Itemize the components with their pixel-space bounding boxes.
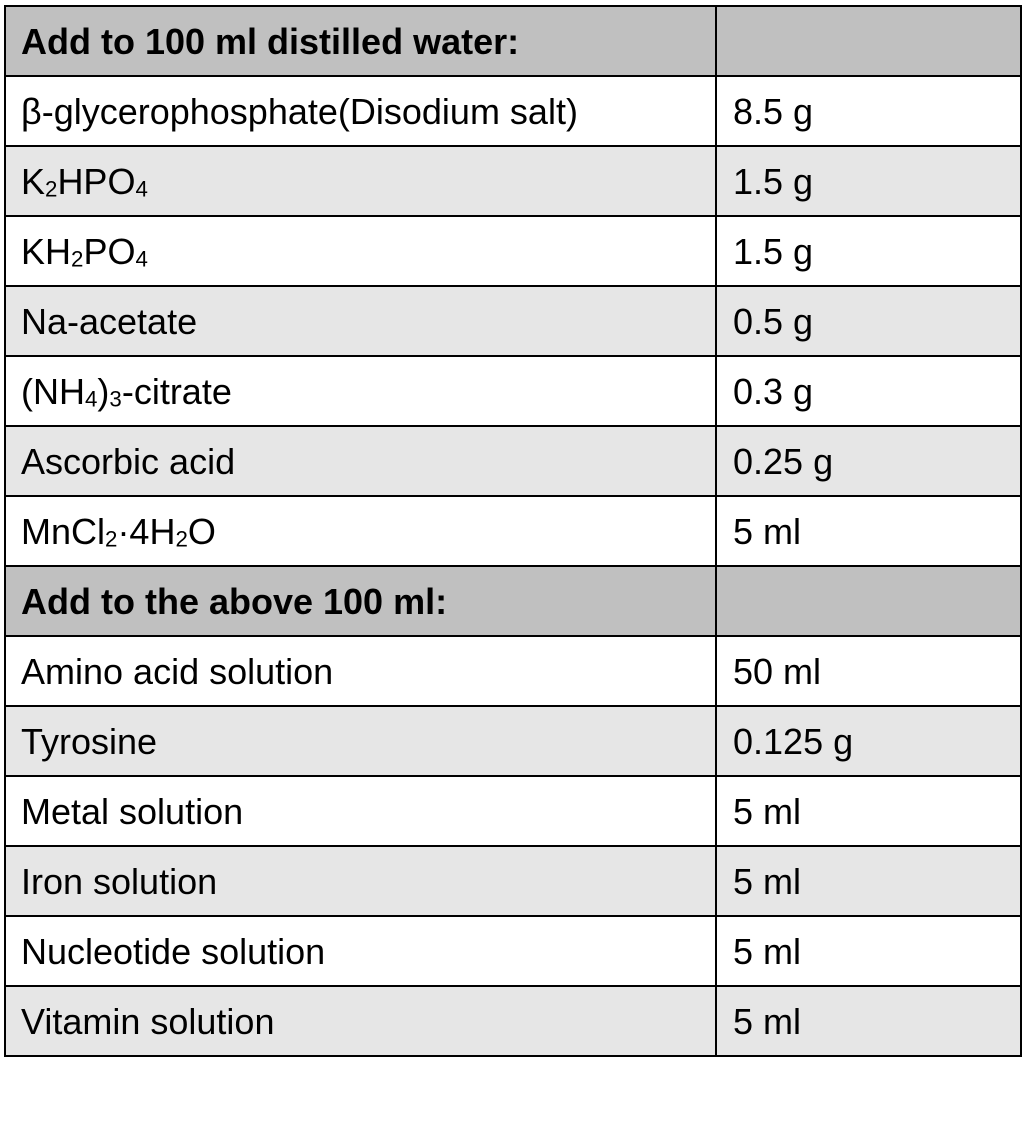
ingredient-cell: [5, 706, 716, 776]
section-blank-cell: [716, 6, 1021, 76]
ingredient-name: [21, 497, 701, 550]
quantity-value: 0.3 g: [733, 371, 814, 412]
subscript: 4: [135, 246, 148, 272]
ingredient-cell: [5, 776, 716, 846]
quantity-cell: [716, 986, 1021, 1056]
recipe-table-body: [5, 6, 1021, 1056]
ingredient-name: [21, 777, 701, 830]
table-row: [5, 496, 1021, 566]
name-text: β-glycerophosphate(Disodium salt): [21, 91, 578, 132]
name-text: (NH: [21, 371, 85, 412]
ingredient-cell: [5, 636, 716, 706]
name-text: Nucleotide solution: [21, 931, 326, 972]
ingredient-name: [21, 917, 701, 970]
quantity-cell: [716, 846, 1021, 916]
quantity-value: 5 ml: [733, 1001, 802, 1042]
recipe-table: [4, 5, 1022, 1057]
section-title: [21, 7, 701, 60]
ingredient-cell: [5, 846, 716, 916]
quantity-cell: [716, 776, 1021, 846]
name-text: K: [21, 161, 46, 202]
ingredient-cell: [5, 146, 716, 216]
ingredient-cell: [5, 216, 716, 286]
subscript: 2: [175, 526, 188, 552]
name-text: Tyrosine: [21, 721, 158, 762]
name-text: ·4H: [117, 511, 176, 552]
section-title-cell: [5, 566, 716, 636]
ingredient-cell: [5, 356, 716, 426]
name-text: Add to the above 100 ml:: [21, 581, 448, 622]
ingredient-cell: [5, 496, 716, 566]
quantity-cell: [716, 146, 1021, 216]
ingredient-name: [21, 847, 701, 900]
name-text: Na-acetate: [21, 301, 198, 342]
ingredient-cell: [5, 286, 716, 356]
quantity-value: 0.125 g: [733, 721, 854, 762]
section-header-row: [5, 6, 1021, 76]
table-row: [5, 356, 1021, 426]
table-row: [5, 286, 1021, 356]
quantity-cell: [716, 706, 1021, 776]
table-row: [5, 706, 1021, 776]
table-row: [5, 216, 1021, 286]
quantity-value: 5 ml: [733, 511, 802, 552]
ingredient-name: [21, 637, 701, 690]
subscript: 2: [105, 526, 118, 552]
ingredient-name: [21, 987, 701, 1040]
subscript: 3: [109, 386, 122, 412]
quantity-value: 50 ml: [733, 651, 822, 692]
table-row: [5, 986, 1021, 1056]
name-text: HPO: [57, 161, 136, 202]
ingredient-name: [21, 427, 701, 480]
quantity-value: 5 ml: [733, 791, 802, 832]
quantity-value: 0.25 g: [733, 441, 834, 482]
ingredient-name: [21, 77, 701, 130]
ingredient-cell: [5, 916, 716, 986]
ingredient-name: [21, 707, 701, 760]
table-row: [5, 426, 1021, 496]
quantity-cell: [716, 636, 1021, 706]
ingredient-cell: [5, 986, 716, 1056]
subscript: 2: [71, 246, 84, 272]
subscript: 4: [84, 386, 98, 412]
subscript: 4: [135, 176, 148, 202]
name-text: O: [187, 511, 216, 552]
table-row: [5, 916, 1021, 986]
quantity-cell: [716, 356, 1021, 426]
name-text: Add to 100 ml distilled water:: [21, 21, 520, 62]
table-row: [5, 146, 1021, 216]
name-text: MnCl: [21, 511, 106, 552]
subscript: 2: [45, 176, 58, 202]
table-row: [5, 76, 1021, 146]
ingredient-name: [21, 217, 701, 270]
name-text: ): [97, 371, 110, 412]
ingredient-name: [21, 147, 701, 200]
section-blank-cell: [716, 566, 1021, 636]
quantity-value: 0.5 g: [733, 301, 814, 342]
quantity-value: 1.5 g: [733, 161, 814, 202]
quantity-value: 5 ml: [733, 931, 802, 972]
name-text: Ascorbic acid: [21, 441, 236, 482]
quantity-value: 5 ml: [733, 861, 802, 902]
name-text: Iron solution: [21, 861, 218, 902]
ingredient-cell: [5, 426, 716, 496]
ingredient-cell: [5, 76, 716, 146]
quantity-cell: [716, 496, 1021, 566]
quantity-cell: [716, 76, 1021, 146]
quantity-value: [733, 7, 1006, 24]
quantity-value: 8.5 g: [733, 91, 814, 132]
section-title: [21, 567, 701, 620]
quantity-cell: [716, 286, 1021, 356]
name-text: Vitamin solution: [21, 1001, 275, 1042]
quantity-cell: [716, 216, 1021, 286]
name-text: KH: [21, 231, 72, 272]
name-text: Metal solution: [21, 791, 244, 832]
ingredient-name: [21, 287, 701, 340]
name-text: PO: [83, 231, 136, 272]
quantity-cell: [716, 426, 1021, 496]
name-text: -citrate: [121, 371, 232, 412]
table-row: [5, 846, 1021, 916]
table-row: [5, 636, 1021, 706]
table-row: [5, 776, 1021, 846]
quantity-value: [733, 567, 1006, 584]
name-text: Amino acid solution: [21, 651, 334, 692]
ingredient-name: [21, 357, 701, 410]
quantity-value: 1.5 g: [733, 231, 814, 272]
quantity-cell: [716, 916, 1021, 986]
section-title-cell: [5, 6, 716, 76]
section-header-row: [5, 566, 1021, 636]
